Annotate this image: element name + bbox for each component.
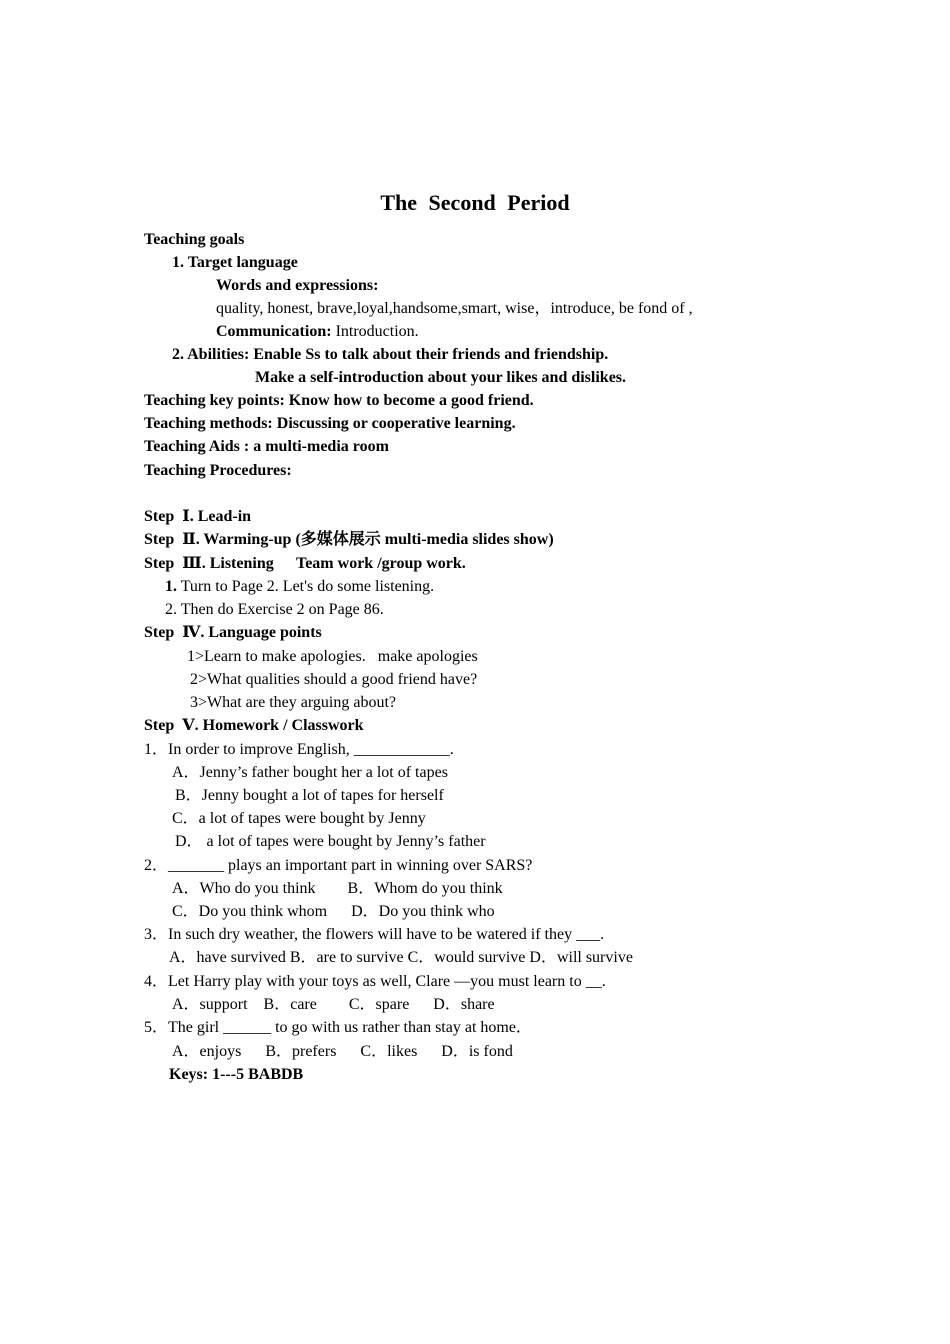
- page-title: The Second Period: [380, 190, 570, 215]
- communication-label: Communication:: [216, 323, 332, 340]
- communication-line: [216, 322, 419, 342]
- teaching-procedures: Teaching Procedures:: [144, 462, 292, 479]
- question-2-options-ab: A．Who do you think B．Whom do you think: [172, 880, 503, 897]
- abilities-line-2: Make a self-introduction about your likes and dislikes.: [255, 369, 627, 386]
- teaching-methods: Teaching methods: Discussing or cooperative learning.: [144, 415, 516, 432]
- step-1-heading: Step Ⅰ. Lead-in: [144, 508, 252, 525]
- step-4-item-3: 3>What are they arguing about?: [190, 694, 396, 711]
- question-1-option-a: A．Jenny’s father bought her a lot of tapes: [172, 764, 448, 781]
- step-3-item-1-text: Turn to Page 2. Let's do some listening.: [177, 578, 435, 595]
- question-5-options: A．enjoys B．prefers C．likes D．is fond: [172, 1043, 513, 1060]
- question-3-options: A．have survived B．are to survive C．would survive D．will survive: [169, 949, 633, 966]
- question-1-option-b: B．Jenny bought a lot of tapes for herself: [175, 787, 444, 804]
- answer-keys: Keys: 1---5 BABDB: [169, 1066, 304, 1083]
- step-3-item-1-number: 1.: [165, 578, 177, 595]
- words-expressions-heading: Words and expressions:: [216, 277, 379, 294]
- target-language-heading: 1. Target language: [172, 254, 298, 271]
- question-2: 2．_______ plays an important part in winning over SARS?: [144, 857, 533, 874]
- step-3-heading: Step Ⅲ. Listening: [144, 555, 274, 572]
- vocabulary-list: quality, honest, brave,loyal,handsome,smart, wise，introduce, be fond of ,: [216, 300, 693, 317]
- question-3: 3．In such dry weather, the flowers will have to be watered if they ___.: [144, 926, 605, 943]
- step-3-team-work: Team work /group work.: [296, 555, 466, 572]
- question-2-options-cd: C．Do you think whom D．Do you think who: [172, 903, 495, 920]
- question-1: 1．In order to improve English, ____________.: [144, 741, 454, 758]
- question-4: 4．Let Harry play with your toys as well, Clare —you must learn to __.: [144, 973, 606, 990]
- step-2-heading: Step Ⅱ. Warming-up (多媒体展示 multi-media slides show): [144, 531, 554, 548]
- step-4-item-2: 2>What qualities should a good friend have?: [190, 671, 478, 688]
- teaching-aids: Teaching Aids : a multi-media room: [144, 438, 389, 455]
- question-5: 5．The girl ______ to go with us rather than stay at home．: [144, 1019, 532, 1036]
- communication-value: Introduction.: [331, 323, 419, 340]
- step-4-heading: Step Ⅳ. Language points: [144, 624, 322, 641]
- step-3-item-1: [165, 577, 434, 597]
- question-4-options: A．support B．care C．spare D．share: [172, 996, 495, 1013]
- step-3-item-2: 2. Then do Exercise 2 on Page 86.: [165, 601, 384, 618]
- question-1-option-c: C．a lot of tapes were bought by Jenny: [172, 810, 426, 827]
- step-5-heading: Step Ⅴ. Homework / Classwork: [144, 717, 364, 734]
- key-points: Teaching key points: Know how to become a good friend.: [144, 392, 534, 409]
- teaching-goals-heading: Teaching goals: [144, 231, 245, 248]
- step-4-item-1: 1>Learn to make apologies. make apologies: [187, 648, 478, 665]
- abilities-line-1: 2. Abilities: Enable Ss to talk about their friends and friendship.: [172, 346, 609, 363]
- question-1-option-d: D． a lot of tapes were bought by Jenny’s father: [175, 833, 486, 850]
